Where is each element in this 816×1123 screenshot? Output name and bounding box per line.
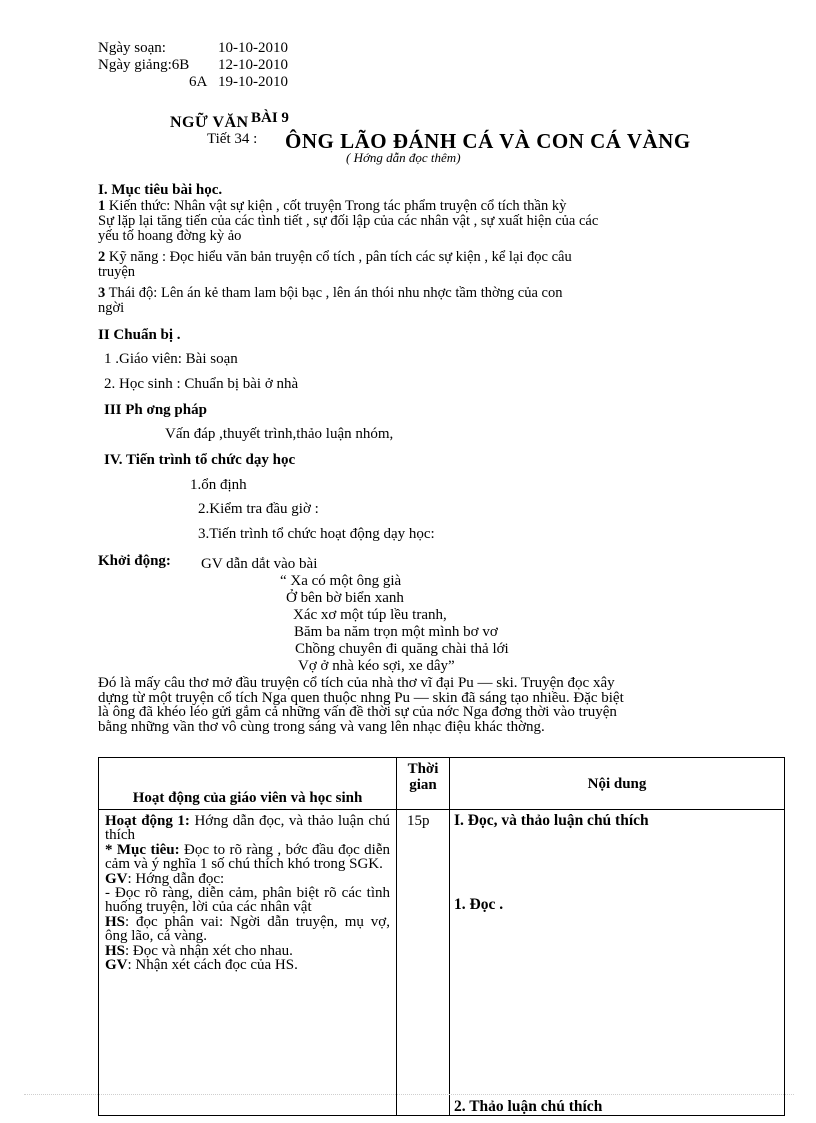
section-process-title: IV. Tiến trình tổ chức dạy học	[104, 452, 296, 468]
teacher-comment-text: : Nhận xét cách đọc của HS.	[127, 957, 298, 974]
lesson-number: BÀI 9	[251, 110, 289, 126]
content-reading: 1. Đọc .	[454, 896, 504, 913]
objective-attitude	[98, 286, 562, 301]
objective-knowledge-line2: Sự lặp lại tăng tiến của các tình tiết , sự đối lập của các nhân vật , sự xuất hiện của các	[98, 213, 599, 229]
poem-line: Ở bên bờ biển xanh	[286, 590, 404, 606]
poem-line: Băm ba năm trọn một mình bơ vơ	[294, 624, 498, 640]
poem-line: “ Xa có một ông già	[280, 573, 402, 589]
time-cell	[397, 810, 450, 1116]
poem-line: Vợ ở nhà kéo sợi, xe dây”	[298, 658, 455, 674]
section-method-title: III Ph ơng pháp	[104, 402, 207, 418]
teach-date-value: 12-10-2010	[218, 57, 288, 73]
header-time: Thời gian	[397, 758, 450, 810]
prep-date-value: 10-10-2010	[218, 40, 288, 56]
process-step-3: 3.Tiến trình tổ chức hoạt động dạy học:	[198, 526, 435, 542]
teacher-label: GV	[105, 870, 128, 887]
student-feedback-text: : Đọc và nhận xét cho nhau.	[125, 942, 293, 959]
period-number: Tiết 34 :	[207, 131, 258, 147]
class-6a-label: 6A	[189, 74, 208, 90]
section-objectives-title: I. Mục tiêu bài học.	[98, 182, 223, 198]
content-discussion: 2. Thảo luận chú thích	[454, 1098, 603, 1115]
paragraph-line: dựng từ một truyện cổ tích Nga quen thuộc nhng Pu — skin đã sáng tạo nhiều. Đặc biệt	[98, 689, 624, 706]
activity-1-label: Hoạt động 1:	[105, 813, 190, 829]
objective-attitude-num: 3	[98, 285, 106, 301]
objective-attitude-text: Thái độ: Lên án kẻ tham lam bội bạc , lên án thói nhu nhợc tầm thờng của con	[105, 285, 563, 301]
content-cell	[450, 810, 785, 1116]
lesson-title: ÔNG LÃO ĐÁNH CÁ VÀ CON CÁ VÀNG	[285, 129, 691, 153]
student-label: HS	[105, 913, 126, 930]
paragraph-line: là ông đã khéo léo gửi gắm cả những vấn đề thời sự của nớc Nga đơng thời vào truyện	[98, 704, 617, 720]
reading-guidance: - Đọc rõ ràng, diễn cảm, phân biệt rõ các tình huống truyện, lời của các nhân vật	[105, 885, 390, 916]
prep-date-label: Ngày soạn:	[98, 40, 166, 56]
warmup-label: Khởi động:	[98, 553, 171, 569]
objective-knowledge-line3: yếu tố hoang đờng kỳ ảo	[98, 228, 242, 244]
time-value: 15p	[407, 813, 430, 829]
method-text: Vấn đáp ,thuyết trình,thảo luận nhóm,	[165, 426, 394, 442]
objective-skill-num: 2	[98, 249, 106, 265]
teacher-label: GV	[105, 957, 128, 974]
content-section-title: I. Đọc, và thảo luận chú thích	[454, 812, 649, 829]
activity-cell	[99, 810, 397, 1116]
objective-knowledge	[98, 199, 566, 214]
class-6a-date: 19-10-2010	[218, 74, 288, 90]
poem-line: Chồng chuyên đi quăng chài thả lới	[295, 641, 509, 657]
section-preparation-title: II Chuẩn bị .	[98, 327, 181, 343]
process-step-2: 2.Kiểm tra đầu giờ :	[198, 501, 319, 517]
table-row	[99, 810, 785, 1116]
warmup-paragraph	[98, 676, 776, 734]
objective-label: * Mục tiêu:	[105, 841, 180, 858]
page-footer-divider	[24, 1094, 794, 1095]
teach-date-label: Ngày giảng:6B	[98, 57, 190, 73]
process-step-1: 1.ổn định	[190, 477, 247, 493]
lesson-subtitle: ( Hớng dẫn đọc thêm)	[346, 150, 461, 165]
objective-attitude-line2: ngời	[98, 300, 125, 316]
poem-line: Xác xơ một túp lều tranh,	[293, 607, 447, 623]
activity-1-text: Hớng dẫn đọc, và thảo luận chú thích	[105, 813, 391, 844]
teacher-guide-text: : Hớng dẫn đọc:	[127, 870, 225, 887]
header-content: Nội dung	[450, 758, 785, 810]
prep-teacher: 1 .Giáo viên: Bài soạn	[104, 351, 238, 367]
objective-knowledge-text: Kiến thức: Nhân vật sự kiện , cốt truyện Trong tác phẩm truyện cổ tích thần kỳ	[105, 198, 567, 214]
paragraph-line: Đó là mấy câu thơ mở đầu truyện cổ tích của nhà thơ vĩ đại Pu — ski. Truyện đọc xây	[98, 675, 615, 691]
table-header-row	[99, 758, 785, 810]
warmup-intro: GV dẫn dắt vào bài	[201, 556, 318, 572]
warmup-poem	[280, 573, 509, 675]
objective-skill	[98, 250, 572, 265]
paragraph-line: bằng những vần thơ vô cùng trong sáng và vang lên nhạc điệu khác thờng.	[98, 718, 545, 735]
prep-student: 2. Học sinh : Chuẩn bị bài ở nhà	[104, 376, 299, 392]
objective-skill-text: Kỹ năng : Đọc hiểu văn bản truyện cổ tích , pân tích các sự kiện , kể lại đọc câu	[105, 249, 572, 265]
student-roles-text: : đọc phân vai: Ngời dẫn truyện, mụ vợ, ông lão, cá vàng.	[105, 913, 390, 945]
lesson-activity-table	[98, 757, 785, 1116]
objective-knowledge-num: 1	[98, 198, 106, 214]
header-activities: Hoạt động của giáo viên và học sinh	[99, 758, 397, 810]
student-label: HS	[105, 942, 126, 959]
subject-title: NGỮ VĂN	[170, 114, 249, 131]
objective-skill-line2: truyện	[98, 264, 136, 280]
objective-text: Đọc to rõ ràng , bớc đầu đọc diễn cảm và ý nghĩa 1 số chú thích khó trong SGK.	[105, 841, 390, 873]
